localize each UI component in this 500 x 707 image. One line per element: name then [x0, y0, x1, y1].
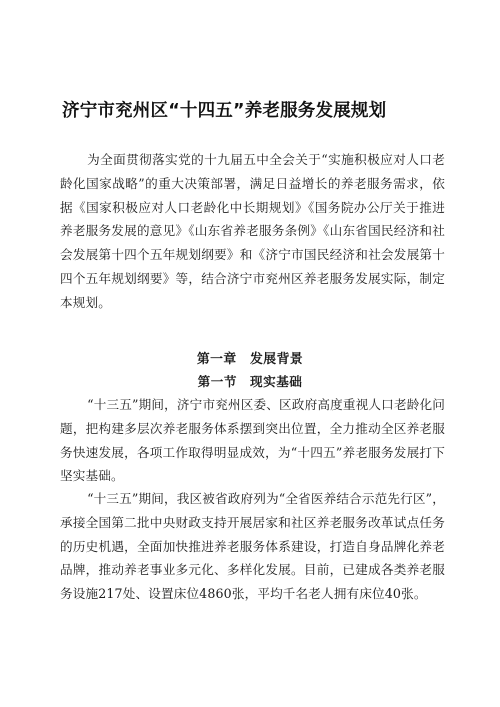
body-paragraph: “十三五”期间，我区被省政府列为“全省医养结合示范先行区”，承接全国第二批中央财政支持开展居家和社区养老服务改革试点任务的历史机遇，全面加快推进养老服务体系建设，打造自身品牌化养老品牌，推动养老事业多元化、多样化发展。目前，已建成各类养老服务设施217处、设置床位4860张，平均千名老人拥有床位40张。	[60, 491, 445, 602]
intro-paragraph: 为全面贯彻落实党的十九届五中全会关于“实施积极应对人口老龄化国家战略”的重大决策部署，满足日益增长的养老服务需求，依据《国家积极应对人口老龄化中长期规划》《国务院办公厅关于推进养老服务发展的意见》《山东省养老服务条例》《山东省国民经济和社会发展第十四个五年规划纲要》和《济宁市国民经济和社会发展第十四个五年规划纲要》等，结合济宁市兖州区养老服务发展实际，制定本规划。	[60, 152, 445, 310]
chapter-heading: 第一章 发展背景	[196, 352, 304, 367]
section-heading: 第一节 现实基础	[197, 374, 303, 389]
document-title: 济宁市兖州区“十四五”养老服务发展规划	[62, 101, 387, 121]
body-paragraph: “十三五”期间，济宁市兖州区委、区政府高度重视人口老龄化问题，把构建多层次养老服务体系摆到突出位置，全力推动全区养老服务快速发展，各项工作取得明显成效，为“十四五”养老服务发展打下坚实基础。	[60, 397, 445, 484]
